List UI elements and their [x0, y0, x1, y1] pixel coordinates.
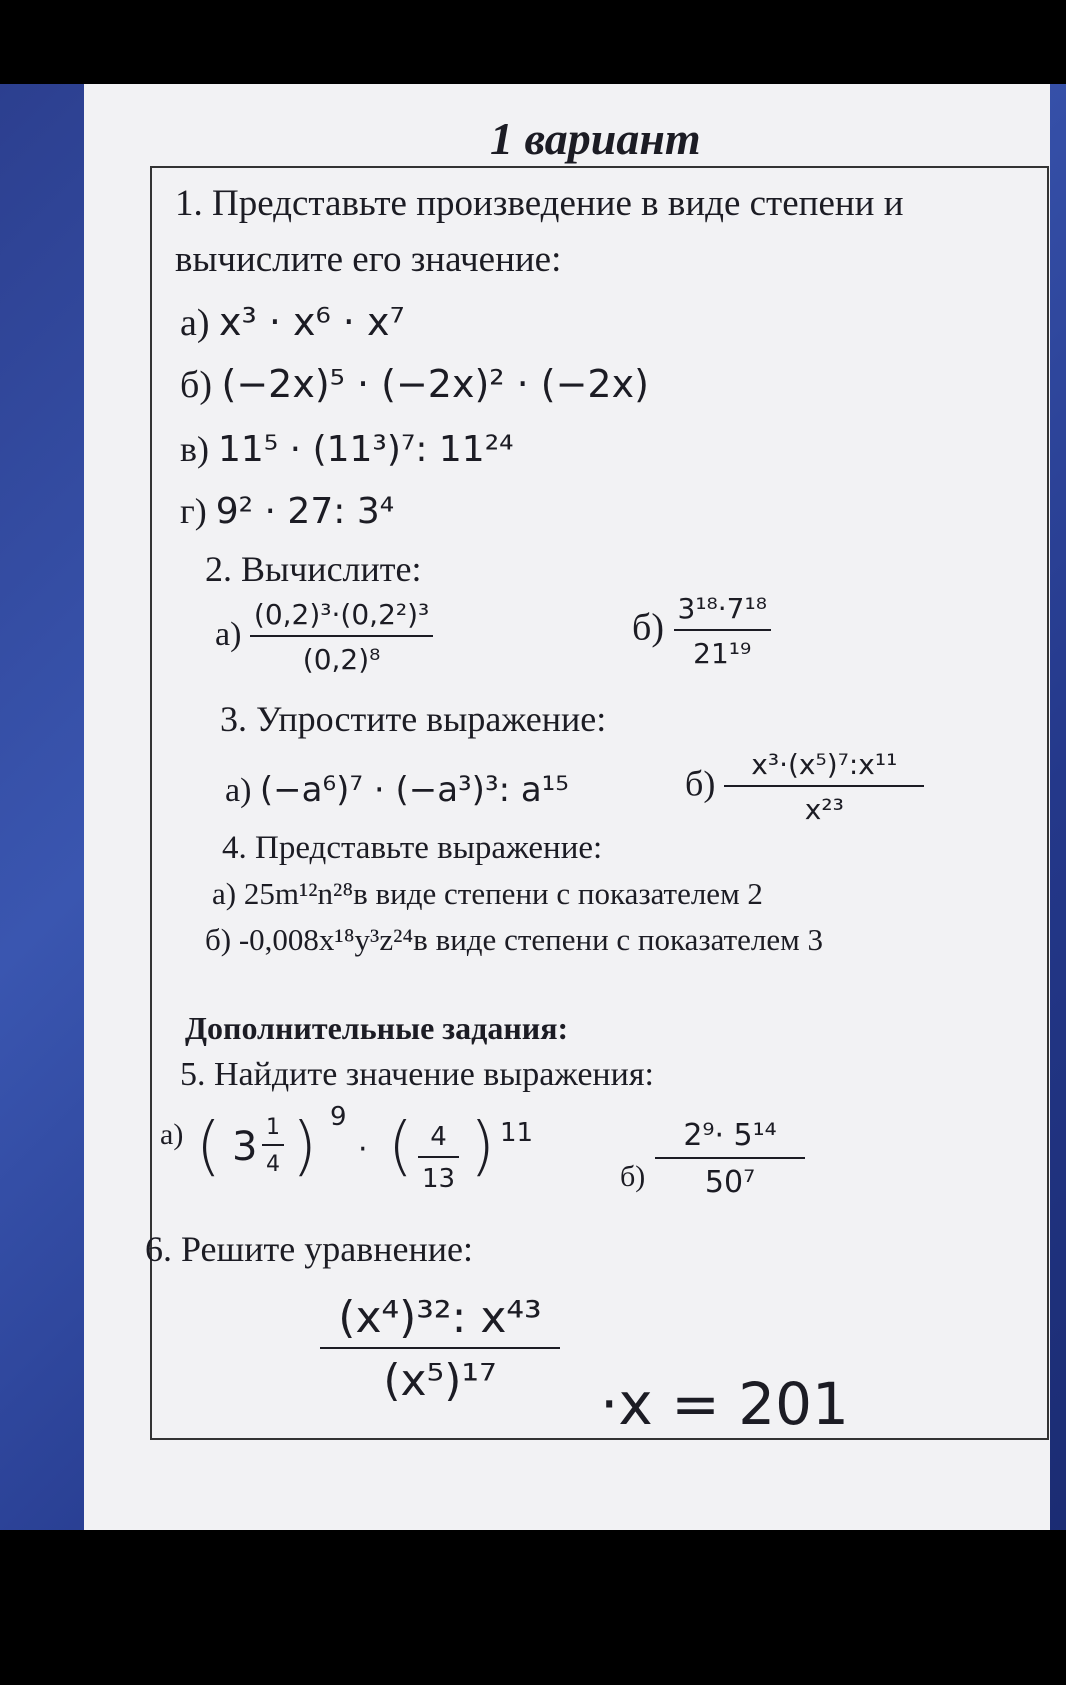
- task1-g-expr: 9² · 27: 3⁴: [215, 491, 395, 532]
- task5-b-label: б): [620, 1160, 646, 1193]
- task1-g: [180, 490, 394, 532]
- task1-a-expr: x³ · x⁶ · x⁷: [219, 300, 405, 344]
- task5-a-dot: ·: [358, 1132, 368, 1167]
- task5-a-paren2-right: ): [470, 1110, 495, 1184]
- task6-numerator: (x⁴)³²: x⁴³: [338, 1292, 542, 1343]
- task1-g-label: г): [180, 491, 207, 531]
- task3-b-numerator: x³·(x⁵)⁷:x¹¹: [751, 748, 898, 781]
- task3-b-label: б): [685, 763, 716, 804]
- task3-b-fraction: [724, 748, 924, 826]
- task1-b-expr: (−2x)⁵ · (−2x)² · (−2x): [221, 362, 649, 406]
- task2-header: 2. Вычислите:: [205, 549, 422, 589]
- task5-a-label: а): [160, 1118, 184, 1151]
- task5-a-exp1: 9: [330, 1102, 347, 1132]
- task5-a-paren-left: (: [196, 1110, 221, 1184]
- task1-a-label: а): [180, 302, 210, 344]
- task5-b-denominator: 50⁷: [704, 1165, 756, 1200]
- variant-title: 1 вариант: [490, 113, 701, 164]
- task2-b-denominator: 21¹⁹: [693, 637, 752, 670]
- task3-a-expr: (−a⁶)⁷ · (−a³)³: a¹⁵: [259, 770, 569, 810]
- task2-b-fraction: [674, 592, 771, 670]
- task2-b-numerator: 3¹⁸·7¹⁸: [677, 592, 767, 625]
- task3-a: [225, 770, 569, 810]
- task5-a-frac2: [418, 1122, 459, 1194]
- task1-v-expr: 11⁵ · (11³)⁷: 11²⁴: [218, 429, 514, 470]
- task6-header: 6. Решите уравнение:: [145, 1229, 473, 1269]
- task1-a: [180, 300, 405, 345]
- task6-rest: ·x = 201: [600, 1370, 849, 1438]
- task3-a-label: а): [225, 772, 252, 809]
- task2-a: [215, 598, 433, 676]
- task3-b: [685, 748, 924, 826]
- task4-header: 4. Представьте выражение:: [222, 830, 603, 866]
- task2-b-label: б): [632, 606, 664, 649]
- task5-a-frac1: [262, 1115, 284, 1177]
- task4-a: а) 25m¹²n²⁸в виде степени с показателем 2: [212, 876, 763, 911]
- task1-header-line2: вычислите его значение:: [175, 239, 562, 280]
- task1-b: [180, 362, 649, 407]
- task5-a-frac2-num: 4: [430, 1122, 447, 1152]
- task5-a-frac2-den: 13: [422, 1164, 456, 1194]
- task3-b-denominator: x²³: [804, 793, 844, 826]
- task5-header: 5. Найдите значение выражения:: [180, 1056, 654, 1093]
- task5-a-paren-right: ): [292, 1110, 317, 1184]
- task2-a-label: а): [215, 615, 242, 653]
- extra-tasks-header: Дополнительные задания:: [185, 1010, 569, 1046]
- task2-b: [632, 592, 771, 670]
- task5-b-numerator: 2⁹· 5¹⁴: [683, 1118, 777, 1153]
- task5-a-fraction2: [418, 1122, 459, 1194]
- task1-header-line1: 1. Представьте произведение в виде степени и: [175, 183, 904, 224]
- task5-a-frac1-den: 4: [266, 1152, 280, 1177]
- task5-b-frac: [655, 1118, 805, 1200]
- task6-frac: [320, 1292, 560, 1406]
- task2-a-denominator: (0,2)⁸: [302, 643, 381, 676]
- task2-a-numerator: (0,2)³·(0,2²)³: [253, 598, 430, 631]
- task5-a-whole: 3: [232, 1124, 258, 1170]
- task6-fraction: [320, 1292, 560, 1406]
- task5-a-exp2: 11: [500, 1118, 534, 1148]
- task3-header: 3. Упростите выражение:: [220, 699, 607, 739]
- task5-a-frac1-num: 1: [266, 1115, 280, 1140]
- task5-a-paren2-left: (: [388, 1110, 413, 1184]
- task5-a-fraction1: [262, 1115, 284, 1177]
- task1-v-label: в): [180, 429, 209, 469]
- task5-b-fraction: [655, 1118, 805, 1200]
- task2-a-fraction: [250, 598, 433, 676]
- task6-denominator: (x⁵)¹⁷: [383, 1355, 497, 1406]
- task1-v: [180, 428, 514, 470]
- task4-b: б) -0,008x¹⁸y³z²⁴в виде степени с показателем 3: [205, 922, 823, 957]
- task1-b-label: б): [180, 364, 212, 406]
